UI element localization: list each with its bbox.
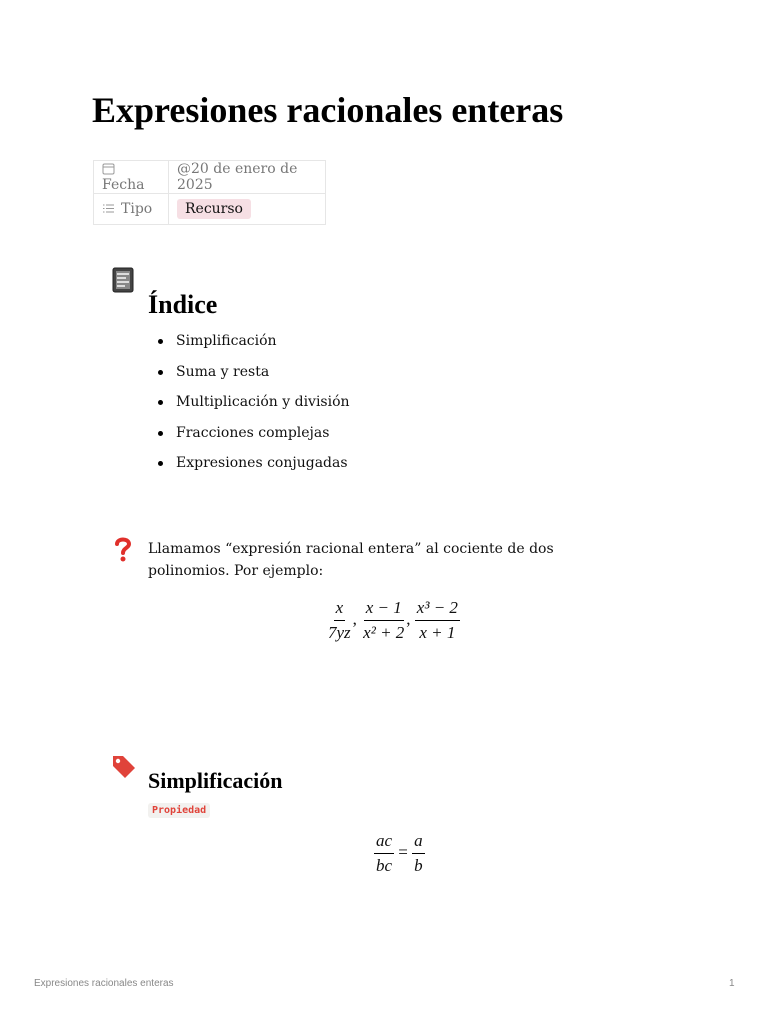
numerator: x³ − 2	[415, 598, 460, 621]
property-key	[94, 194, 169, 225]
simplification-formula	[374, 831, 425, 876]
property-value	[169, 194, 326, 225]
separator: ,	[406, 609, 411, 629]
separator: ,	[352, 609, 357, 629]
page-number: 1	[729, 978, 735, 989]
denominator: b	[414, 856, 423, 875]
numerator: ac	[374, 831, 394, 854]
toc-list	[158, 331, 350, 484]
property-key-label: Fecha	[102, 177, 145, 193]
denominator: x² + 2	[363, 623, 405, 642]
denominator: bc	[376, 856, 393, 875]
numerator: a	[412, 831, 425, 854]
fraction	[415, 598, 460, 643]
fraction	[361, 598, 406, 643]
toc-heading: Índice	[148, 290, 218, 319]
equals-sign: =	[398, 842, 408, 862]
numerator: x	[334, 598, 346, 621]
property-key-label: Tipo	[121, 201, 153, 217]
section-heading: Simplificación	[148, 768, 283, 793]
list-icon	[102, 202, 115, 215]
toc-item[interactable]: Fracciones complejas	[158, 423, 350, 454]
numerator: x − 1	[364, 598, 404, 621]
toc-item[interactable]: Expresiones conjugadas	[158, 453, 350, 484]
property-row-type	[94, 194, 326, 225]
property-value[interactable]: @20 de enero de 2025	[169, 161, 326, 194]
fraction	[412, 831, 425, 876]
bookmark-icon	[110, 753, 138, 779]
property-row-date	[94, 161, 326, 194]
toc-item[interactable]: Suma y resta	[158, 362, 350, 393]
definition-text: Llamamos “expresión racional entera” al cociente de dos polinomios. Por ejemplo:	[148, 541, 554, 579]
question-mark-icon	[113, 536, 133, 562]
fraction	[374, 831, 394, 876]
type-tag[interactable]: Recurso	[177, 199, 251, 219]
examples-formula	[326, 598, 460, 643]
footer-title: Expresiones racionales enteras	[34, 978, 174, 989]
property-badge: Propiedad	[148, 803, 210, 818]
denominator: 7yz	[328, 623, 351, 642]
property-key	[94, 161, 169, 194]
denominator: x + 1	[419, 623, 456, 642]
calendar-icon	[102, 162, 115, 175]
toc-item[interactable]: Multiplicación y división	[158, 392, 350, 423]
toc-item[interactable]: Simplificación	[158, 331, 350, 362]
properties-table	[93, 160, 326, 225]
fraction	[326, 598, 353, 643]
notebook-icon	[112, 267, 134, 293]
page-title: Expresiones racionales enteras	[92, 90, 564, 130]
